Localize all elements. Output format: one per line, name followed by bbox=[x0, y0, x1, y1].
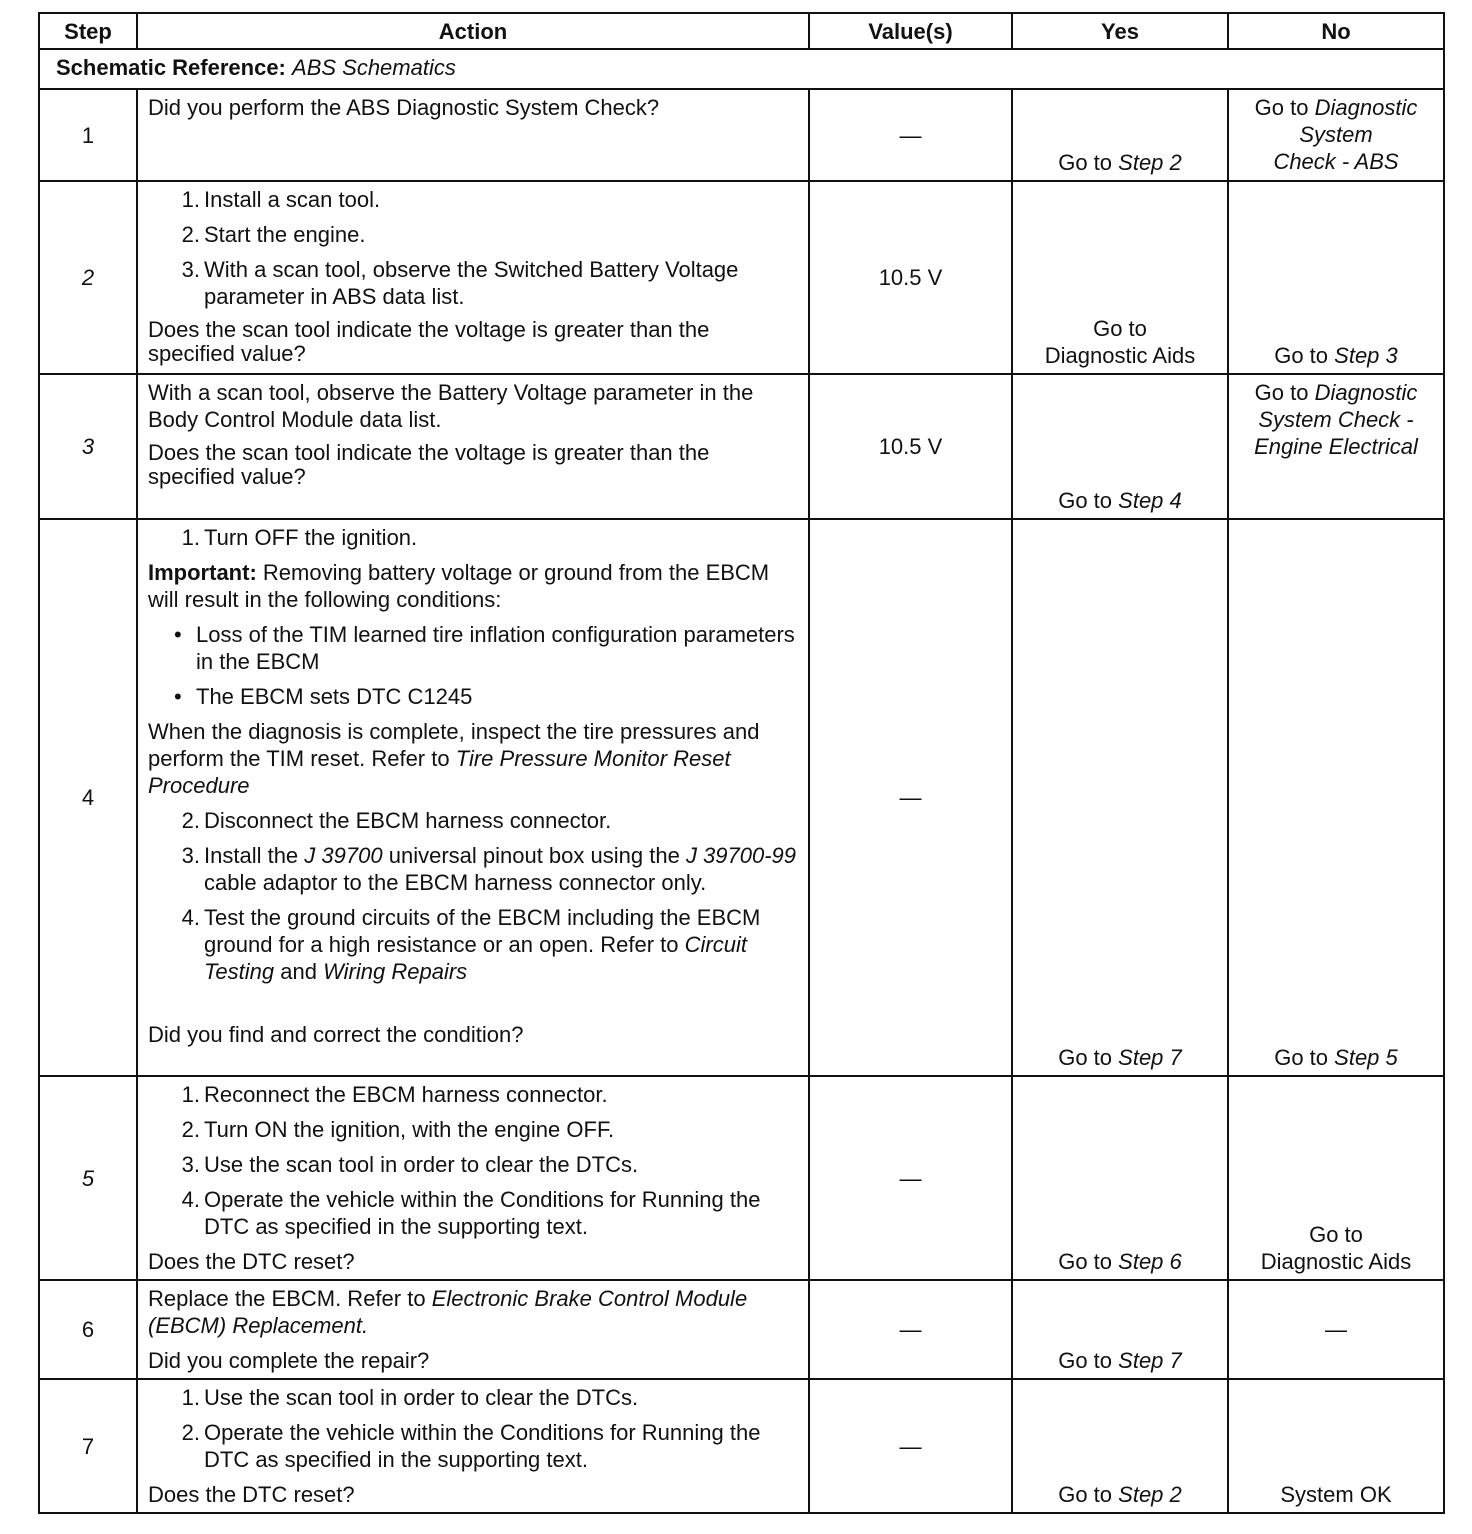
no-link[interactable]: Step 3 bbox=[1334, 343, 1398, 368]
table-row bbox=[39, 374, 1444, 519]
action-steps bbox=[148, 1081, 798, 1240]
no-prefix: Go to bbox=[1274, 1045, 1329, 1070]
no-link-line-3[interactable]: Check - ABS bbox=[1273, 149, 1399, 174]
list-item: 3. Install the J 39700 universal pinout box using the J 39700-99 cable adaptor to the EBCM harness connector only. bbox=[181, 843, 797, 895]
important-label: Important: bbox=[148, 560, 257, 585]
schematic-reference bbox=[39, 49, 1444, 89]
action-steps bbox=[148, 186, 798, 310]
no-cell bbox=[1228, 519, 1444, 1076]
step-cell bbox=[39, 89, 137, 181]
yes-link[interactable]: Step 7 bbox=[1118, 1348, 1182, 1373]
yes-link[interactable]: Step 2 bbox=[1118, 150, 1182, 175]
list-item: 2. Operate the vehicle within the Conditions for Running the DTC as specified in the supporting text. bbox=[181, 1420, 761, 1472]
completion-text: When the diagnosis is complete, inspect the tire pressures and perform the TIM reset. Refer to bbox=[148, 719, 760, 771]
no-cell bbox=[1228, 181, 1444, 374]
action-text: With a scan tool, observe the Battery Voltage parameter in the Body Control Module data list. bbox=[148, 380, 754, 432]
schematic-reference-link[interactable]: ABS Schematics bbox=[292, 55, 456, 80]
header-yes: Yes bbox=[1012, 13, 1228, 49]
header-step: Step bbox=[39, 13, 137, 49]
action-cell bbox=[137, 374, 809, 519]
yes-prefix: Go to bbox=[1093, 316, 1147, 341]
yes-prefix: Go to bbox=[1058, 1249, 1113, 1274]
yes-cell bbox=[1012, 181, 1228, 374]
no-link-line-2[interactable]: System Check - bbox=[1258, 407, 1414, 432]
no-cell bbox=[1228, 89, 1444, 181]
step-number: 6 bbox=[81, 1317, 95, 1342]
yes-link[interactable]: Step 2 bbox=[1118, 1482, 1182, 1507]
value-cell: 10.5 V bbox=[809, 181, 1012, 374]
ebcm-replacement-link[interactable]: Electronic Brake Control Module (EBCM) Replacement. bbox=[148, 1286, 748, 1338]
no-prefix: Go to bbox=[1254, 95, 1309, 120]
no-prefix: Go to bbox=[1309, 1222, 1363, 1247]
yes-prefix: Go to bbox=[1058, 150, 1113, 175]
action-steps-continued bbox=[148, 807, 798, 985]
list-item: 3. With a scan tool, observe the Switched Battery Voltage parameter in ABS data list. bbox=[181, 257, 739, 309]
action-cell bbox=[137, 519, 809, 1076]
no-prefix: Go to bbox=[1254, 380, 1309, 405]
table-row bbox=[39, 519, 1444, 1076]
action-cell bbox=[137, 1076, 809, 1280]
yes-cell bbox=[1012, 1076, 1228, 1280]
step-number: 7 bbox=[81, 1433, 95, 1459]
no-link[interactable]: Diagnostic Aids bbox=[1260, 1249, 1412, 1274]
no-link-line-2[interactable]: System bbox=[1299, 122, 1373, 147]
action-question: Does the DTC reset? bbox=[148, 1249, 355, 1274]
action-question: Did you perform the ABS Diagnostic System Check? bbox=[148, 95, 660, 120]
yes-prefix: Go to bbox=[1058, 488, 1113, 513]
value-cell: — bbox=[809, 89, 1012, 181]
schematic-reference-row bbox=[39, 49, 1444, 89]
yes-prefix: Go to bbox=[1058, 1482, 1113, 1507]
step-number: 1 bbox=[81, 122, 95, 148]
action-question: Did you find and correct the condition? bbox=[148, 1022, 524, 1047]
list-item: 4. Operate the vehicle within the Conditions for Running the DTC as specified in the supporting text. bbox=[181, 1187, 761, 1239]
action-cell bbox=[137, 89, 809, 181]
completion-note bbox=[148, 718, 798, 799]
header-values: Value(s) bbox=[809, 13, 1012, 49]
yes-cell bbox=[1012, 374, 1228, 519]
header-row bbox=[39, 13, 1444, 49]
yes-cell bbox=[1012, 89, 1228, 181]
action-steps bbox=[148, 1384, 798, 1473]
yes-prefix: Go to bbox=[1058, 1348, 1113, 1373]
no-cell bbox=[1228, 1076, 1444, 1280]
value-cell: — bbox=[809, 1379, 1012, 1513]
yes-link[interactable]: Diagnostic Aids bbox=[1044, 343, 1196, 368]
step-cell bbox=[39, 1280, 137, 1379]
action-steps bbox=[148, 524, 798, 551]
table-row bbox=[39, 1076, 1444, 1280]
step-cell bbox=[39, 181, 137, 374]
step-number: 4 bbox=[81, 785, 95, 810]
tire-pressure-reset-link[interactable]: Tire Pressure Monitor Reset Procedure bbox=[148, 746, 731, 798]
action-cell bbox=[137, 181, 809, 374]
j39700-99-link[interactable]: J 39700-99 bbox=[685, 843, 797, 868]
action-question: Does the scan tool indicate the voltage is greater than the specified value? bbox=[148, 317, 710, 366]
action-cell bbox=[137, 1280, 809, 1379]
list-item: 3. Use the scan tool in order to clear the DTCs. bbox=[181, 1152, 639, 1177]
diagnostic-table bbox=[38, 12, 1445, 1514]
no-cell: System OK bbox=[1228, 1379, 1444, 1513]
yes-cell bbox=[1012, 1280, 1228, 1379]
condition-list bbox=[148, 621, 798, 710]
no-prefix: Go to bbox=[1274, 343, 1329, 368]
yes-prefix: Go to bbox=[1058, 1045, 1113, 1070]
yes-cell bbox=[1012, 1379, 1228, 1513]
value-cell: — bbox=[809, 1280, 1012, 1379]
step-number: 5 bbox=[81, 1165, 95, 1191]
list-item: 2. Disconnect the EBCM harness connector. bbox=[181, 808, 612, 833]
no-link[interactable]: Diagnostic bbox=[1314, 95, 1418, 120]
action-text: Replace the EBCM. Refer to Electronic Brake Control Module (EBCM) Replacement. bbox=[148, 1286, 748, 1338]
table-row bbox=[39, 181, 1444, 374]
no-cell bbox=[1228, 374, 1444, 519]
action-question: Does the scan tool indicate the voltage is greater than the specified value? bbox=[148, 440, 710, 489]
spacer bbox=[148, 993, 798, 1021]
schematic-reference-label: Schematic Reference: bbox=[56, 55, 286, 80]
important-text: Removing battery voltage or ground from the EBCM will result in the following conditions: bbox=[148, 560, 770, 612]
list-item: 1. Use the scan tool in order to clear the DTCs. bbox=[181, 1385, 639, 1410]
step-cell bbox=[39, 374, 137, 519]
no-link[interactable]: Step 5 bbox=[1334, 1045, 1398, 1070]
yes-link[interactable]: Step 6 bbox=[1118, 1249, 1182, 1274]
action-cell bbox=[137, 1379, 809, 1513]
step-cell bbox=[39, 519, 137, 1076]
list-item: • The EBCM sets DTC C1245 bbox=[168, 683, 798, 710]
step-cell bbox=[39, 1076, 137, 1280]
value-cell: — bbox=[809, 519, 1012, 1076]
action-question: Did you complete the repair? bbox=[148, 1348, 430, 1373]
yes-link[interactable]: Step 7 bbox=[1118, 1045, 1182, 1070]
value-cell: 10.5 V bbox=[809, 374, 1012, 519]
j39700-link[interactable]: J 39700 bbox=[304, 843, 383, 868]
yes-cell bbox=[1012, 519, 1228, 1076]
circuit-testing-link[interactable]: Circuit Testing bbox=[204, 932, 747, 984]
list-item: 4. Test the ground circuits of the EBCM including the EBCM ground for a high resistance or an open. Refer to Circuit Testing and Wiring Repairs bbox=[181, 905, 761, 984]
list-item: 1. Reconnect the EBCM harness connector. bbox=[181, 1082, 608, 1107]
table-row bbox=[39, 1379, 1444, 1513]
step-cell bbox=[39, 1379, 137, 1513]
action-question: Does the DTC reset? bbox=[148, 1482, 355, 1507]
no-link[interactable]: Diagnostic bbox=[1314, 380, 1418, 405]
step-number: 3 bbox=[81, 434, 95, 459]
header-no: No bbox=[1228, 13, 1444, 49]
yes-link[interactable]: Step 4 bbox=[1118, 488, 1182, 513]
diagnostic-table-page bbox=[38, 12, 1443, 1514]
table-row bbox=[39, 89, 1444, 181]
table-row bbox=[39, 1280, 1444, 1379]
no-link-line-3[interactable]: Engine Electrical bbox=[1254, 434, 1418, 459]
list-item: 1. Turn OFF the ignition. bbox=[181, 525, 418, 550]
list-item: 2. Turn ON the ignition, with the engine OFF. bbox=[181, 1117, 615, 1142]
list-item: 2. Start the engine. bbox=[181, 222, 366, 247]
list-item: • Loss of the TIM learned tire inflation configuration parameters in the EBCM bbox=[168, 621, 798, 675]
no-cell: — bbox=[1228, 1280, 1444, 1379]
list-item: 1. Install a scan tool. bbox=[181, 187, 381, 212]
important-note bbox=[148, 559, 798, 613]
value-cell: — bbox=[809, 1076, 1012, 1280]
wiring-repairs-link[interactable]: Wiring Repairs bbox=[323, 959, 468, 984]
header-action: Action bbox=[137, 13, 809, 49]
step-number: 2 bbox=[81, 265, 95, 290]
